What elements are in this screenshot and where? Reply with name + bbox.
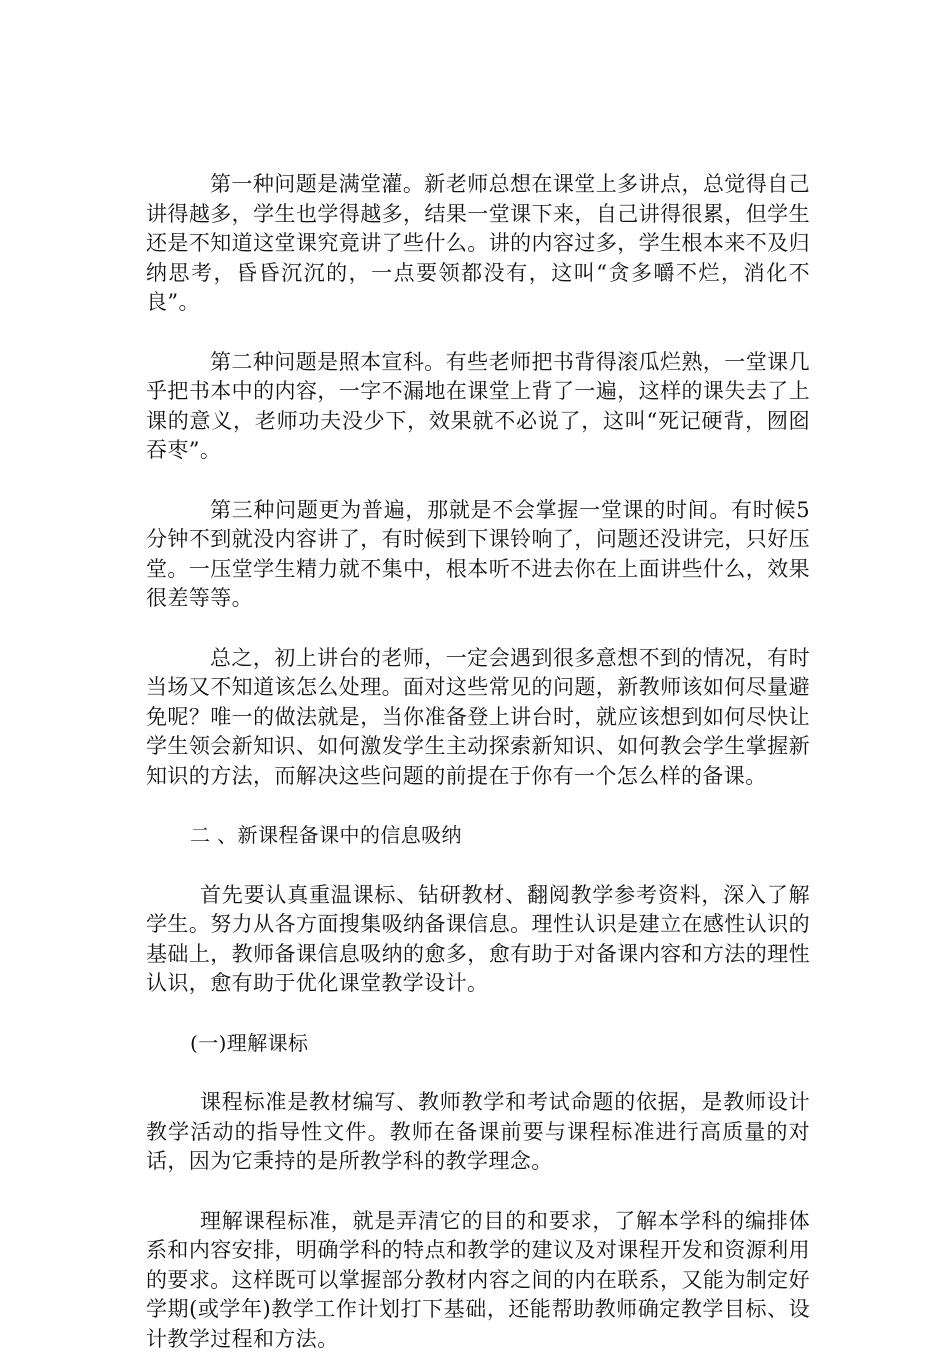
paragraph-problem-1: 第一种问题是满堂灌。新老师总想在课堂上多讲点，总觉得自己讲得越多，学生也学得越多，结果一堂课下来，自己讲得很累，但学生还是不知道这堂课究竟讲了些什么。讲的内容过多，学生根本来不及归纳思考，昏昏沉沉的，一点要领都没有，这叫“贪多嚼不烂，消化不良”。 bbox=[146, 170, 810, 318]
section-heading-2: 二 、新课程备课中的信息吸纳 bbox=[146, 821, 810, 851]
subsection-heading-1: (一)理解课标 bbox=[146, 1029, 810, 1059]
document-body bbox=[146, 170, 810, 1354]
paragraph-understanding-standard: 理解课程标准，就是弄清它的目的和要求，了解本学科的编排体系和内容安排，明确学科的特点和教学的建议及对课程开发和资源利用的要求。这样既可以掌握部分教材内容之间的内在联系，又能为制定好学期(或学年)教学工作计划打下基础，还能帮助教师确定教学目标、设计教学过程和方法。 bbox=[146, 1207, 810, 1354]
paragraph-problem-3: 第三种问题更为普遍，那就是不会掌握一堂课的时间。有时候5分钟不到就没内容讲了，有时候到下课铃响了，问题还没讲完，只好压堂。一压堂学生精力就不集中，根本听不进去你在上面讲些什么，效果很差等等。 bbox=[146, 496, 810, 614]
paragraph-curriculum-standard: 课程标准是教材编写、教师教学和考试命题的依据，是教师设计教学活动的指导性文件。教师在备课前要与课程标准进行高质量的对话，因为它秉持的是所教学科的教学理念。 bbox=[146, 1088, 810, 1177]
paragraph-summary: 总之，初上讲台的老师，一定会遇到很多意想不到的情况，有时当场又不知道该怎么处理。面对这些常见的问题，新教师该如何尽量避免呢？唯一的做法就是，当你准备登上讲台时，就应该想到如何尽快让学生领会新知识、如何激发学生主动探索新知识、如何教会学生掌握新知识的方法，而解决这些问题的前提在于你有一个怎么样的备课。 bbox=[146, 644, 810, 792]
paragraph-problem-2: 第二种问题是照本宣科。有些老师把书背得滚瓜烂熟，一堂课几乎把书本中的内容，一字不漏地在课堂上背了一遍，这样的课失去了上课的意义，老师功夫没少下，效果就不必说了，这叫“死记硬背，囫囵吞枣”。 bbox=[146, 348, 810, 466]
paragraph-info-intake: 首先要认真重温课标、钻研教材、翻阅教学参考资料，深入了解学生。努力从各方面搜集吸纳备课信息。理性认识是建立在感性认识的基础上，教师备课信息吸纳的愈多，愈有助于对备课内容和方法的理性认识，愈有助于优化课堂教学设计。 bbox=[146, 881, 810, 999]
